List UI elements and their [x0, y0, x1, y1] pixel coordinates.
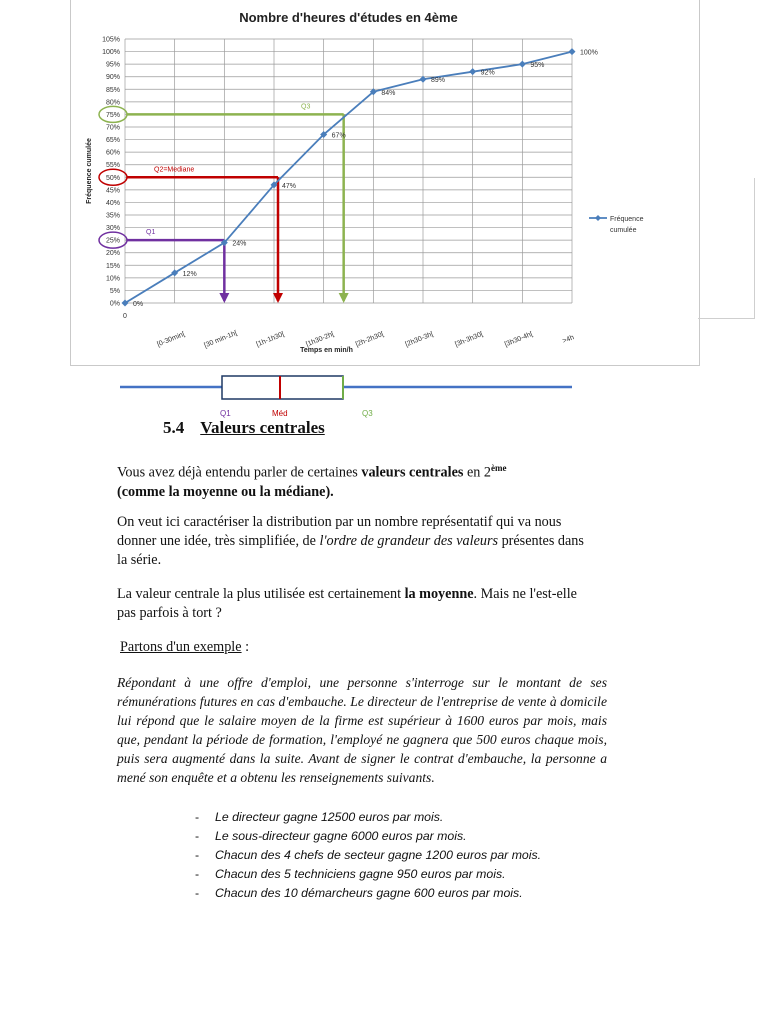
data-label: 24%: [232, 240, 247, 248]
box-plot: [110, 370, 580, 406]
p3-text-c: . Mais ne l'est-elle pas parfois à tort ?: [117, 586, 577, 621]
list-item: - Le sous-directeur gagne 6000 euros par mois.: [195, 827, 541, 846]
chart-title: Nombre d'heures d'études en 4ème: [239, 10, 458, 25]
y-tick-label: 55%: [105, 162, 120, 170]
data-label: 89%: [431, 77, 446, 85]
annotation-label: Q2=Mediane: [154, 166, 195, 174]
y-tick-label: 50%: [105, 174, 120, 182]
y-tick-label: 30%: [105, 225, 120, 233]
cumulative-frequency-chart: [71, 0, 699, 365]
p1-text-d: (comme la moyenne ou la médiane).: [117, 483, 334, 500]
y-tick-label: 65%: [105, 137, 120, 145]
y-tick-label: 25%: [105, 237, 120, 245]
boxplot-q1-label: Q1: [220, 409, 231, 418]
y-tick-label: 100%: [102, 49, 120, 57]
paragraph-3: [117, 585, 587, 623]
y-tick-label: 95%: [105, 61, 120, 69]
annotation-label: Q1: [146, 229, 156, 237]
x-tick-label: [3h30-4h[: [503, 330, 534, 349]
y-tick-label: 40%: [105, 199, 120, 207]
section-number: 5.4: [163, 418, 185, 437]
data-label: 47%: [282, 182, 297, 190]
annotation-arrowhead: [219, 293, 229, 303]
y-tick-label: 45%: [105, 187, 120, 195]
section-heading: [163, 418, 325, 438]
example-paragraph: Répondant à une offre d'emploi, une personne s'interroge sur le montant de ses rémunérations futures en cas d'embauche. Le directeur de l'entreprise de vente à domicile lui répond que le salaire moyen de la firme est supérieur à 1600 euros par mois, mais que, pendant la période de formation, l'employé ne gagnera que 500 euros chaque mois, puis sera augmenté dans la suite. Avant de signer le contrat d'embauche, la personne a mené son enquête et a obtenu les renseignements suivants.: [117, 675, 607, 785]
p2-italic: l'ordre de grandeur des valeurs: [319, 533, 499, 549]
y-tick-label: 80%: [105, 99, 120, 107]
list-item: - Chacun des 10 démarcheurs gagne 600 euros par mois.: [195, 884, 541, 903]
boxplot-median-label: Méd: [272, 409, 288, 418]
data-label: 92%: [480, 69, 495, 77]
x-tick-label: [2h-2h30[: [354, 330, 385, 349]
p1-sup: ème: [491, 463, 507, 473]
y-tick-label: 105%: [102, 36, 120, 44]
paragraph-2: [117, 513, 587, 570]
x-tick-label: 0: [123, 313, 127, 320]
p2-text-c: présentes dans la série.: [117, 533, 584, 568]
data-label: 67%: [331, 132, 346, 140]
data-label: 12%: [182, 270, 197, 278]
data-point: [569, 48, 576, 55]
p1-bold: valeurs centrales: [361, 464, 464, 481]
y-tick-label: 0%: [109, 300, 120, 308]
x-tick-label: [0-30min[: [156, 330, 186, 349]
example-heading: [117, 638, 249, 657]
data-label: 84%: [381, 89, 396, 97]
list-item: - Le directeur gagne 12500 euros par mois.: [195, 808, 541, 827]
data-point: [519, 61, 526, 68]
chart-frame: [70, 0, 700, 366]
x-tick-label: [2h30-3h[: [404, 330, 435, 349]
example-heading-text: Partons d'un exemple: [120, 639, 242, 655]
y-tick-label: 90%: [105, 74, 120, 82]
annotation-arrowhead: [339, 293, 349, 303]
boxplot-q3-label: Q3: [362, 409, 373, 418]
y-axis-label: Fréquence cumulée: [86, 138, 93, 204]
list-item: - Chacun des 5 techniciens gagne 950 euros par mois.: [195, 865, 541, 884]
legend-label: Fréquence cumulée: [610, 216, 644, 234]
y-tick-label: 75%: [105, 111, 120, 119]
y-tick-label: 70%: [105, 124, 120, 132]
example-heading-colon: :: [241, 639, 250, 655]
p1-text-c: en 2: [463, 464, 491, 481]
data-point: [469, 68, 476, 75]
y-tick-label: 85%: [105, 86, 120, 94]
data-label: 95%: [530, 62, 545, 70]
side-frame: [698, 178, 755, 319]
paragraph-1: [117, 459, 587, 502]
legend-marker: [595, 215, 601, 221]
y-tick-label: 15%: [105, 262, 120, 270]
x-tick-label: [3h-3h30[: [454, 330, 485, 349]
boxplot-box: [222, 376, 343, 399]
x-tick-label: >4h: [561, 334, 576, 346]
list-item: - Chacun des 4 chefs de secteur gagne 1200 euros par mois.: [195, 846, 541, 865]
x-axis-label: Temps en min/h: [300, 347, 353, 354]
x-tick-label: [1h-1h30[: [255, 330, 286, 349]
y-tick-label: 60%: [105, 149, 120, 157]
p3-bold: la moyenne: [404, 586, 474, 602]
salary-list: [195, 808, 541, 903]
x-tick-label: [1h30-2h[: [305, 330, 336, 349]
p2-text-a: On veut ici caractériser la distribution par un nombre représentatif qui va nous donner une idée, très simplifiée, de: [117, 514, 562, 549]
section-title: Valeurs centrales: [200, 418, 325, 437]
p1-text-a: Vous avez déjà entendu parler de certaines: [117, 464, 362, 481]
y-tick-label: 5%: [109, 287, 120, 295]
p3-text-a: La valeur centrale la plus utilisée est certainement: [117, 586, 405, 602]
y-tick-label: 20%: [105, 250, 120, 258]
data-label: 0%: [133, 301, 144, 308]
x-tick-label: [30 min-1h[: [203, 329, 239, 350]
annotation-arrowhead: [273, 293, 283, 303]
y-tick-label: 10%: [105, 275, 120, 283]
y-tick-label: 35%: [105, 212, 120, 220]
data-label: 100%: [580, 49, 598, 57]
annotation-label: Q3: [301, 103, 311, 111]
